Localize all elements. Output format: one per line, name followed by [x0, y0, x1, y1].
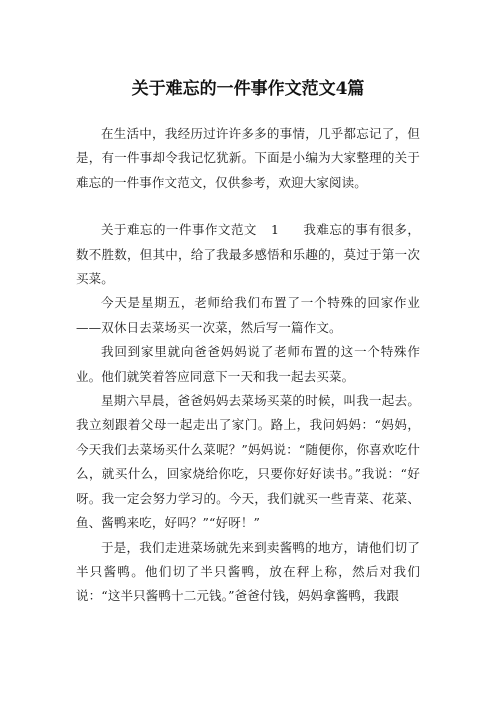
body-paragraph: 我回到家里就向爸爸妈妈说了老师布置的这一个特殊作业。他们就笑着答应同意下一天和我一起去买菜。: [76, 344, 420, 384]
body-paragraph: 今天是星期五，老师给我们布置了一个特殊的回家作业——双休日去菜场买一次菜，然后写一篇作文。: [76, 295, 420, 335]
document-body: [76, 122, 420, 609]
paragraph-spacer: [76, 195, 420, 218]
document-title: 关于难忘的一件事作文范文4篇: [131, 79, 365, 99]
body-paragraph: 于是，我们走进菜场就先来到卖酱鸭的地方，请他们切了半只酱鸭。他们切了半只酱鸭，放在秤上称，然后对我们说：“这半只酱鸭十二元钱。”爸爸付钱，妈妈拿酱鸭，我跟: [76, 539, 420, 604]
essay-first-sentence: 我难忘的事有很多，数不胜数，但其中，给了我最多感悟和乐趣的，莫过于第一次买菜。: [76, 222, 420, 287]
essay-title: 关于难忘的一件事作文范文: [101, 222, 257, 238]
body-paragraph: 星期六早晨，爸爸妈妈去菜场买菜的时候，叫我一起去。我立刻跟着父母一起走出了家门。路上，我问妈妈：“妈妈，今天我们去菜场买什么菜呢？”妈妈说：“随便你，你喜欢吃什么，就买什么，回家烧给你吃，只要你好好读书。”我说：“好呀。我一定会努力学习的。今天，我们就买一些青菜、花菜、鱼、酱鸭来吃，好吗？”“好呀！”: [76, 393, 420, 531]
essay-number: 1: [270, 222, 280, 238]
intro-paragraph: 在生活中，我经历过许许多多的事情，几乎都忘记了，但是，有一件事却令我记忆犹新。下面是小编为大家整理的关于难忘的一件事作文范文，仅供参考，欢迎大家阅读。: [76, 126, 420, 190]
essay-opening-paragraph: [76, 218, 420, 291]
